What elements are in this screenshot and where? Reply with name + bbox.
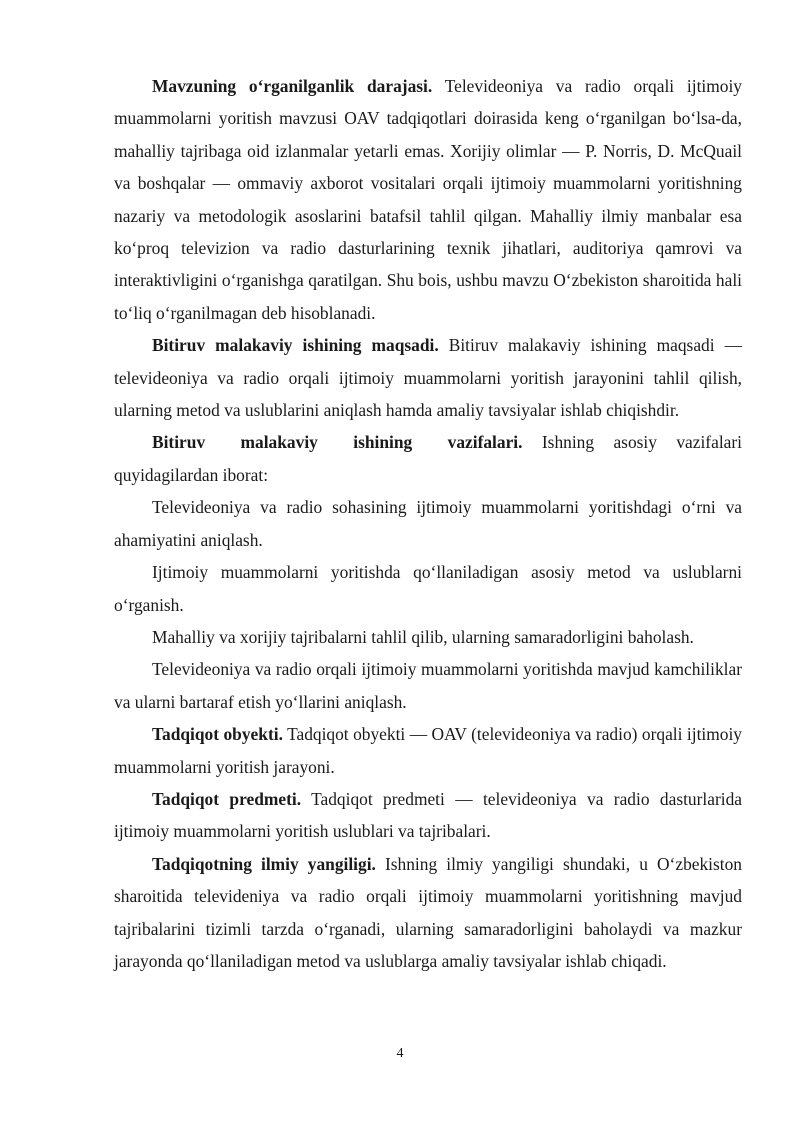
paragraph-object [114,718,742,783]
paragraph-text: Televideoniya va radio sohasining ijtimoiy muammolarni yoritishdagi o‘rni va ahamiyatini aniqlash. [114,497,742,550]
task-item [114,653,742,718]
paragraph-heading: Bitiruv malakaviy ishining maqsadi. [152,335,439,356]
paragraph-goal [114,329,742,426]
paragraph-text: Televideoniya va radio orqali ijtimoiy muammolarni yoritishda mavjud kamchiliklar va ularni bartaraf etish yo‘llarini aniqlash. [114,659,742,712]
paragraph-text: Televideoniya va radio orqali ijtimoiy muammolarni yoritish mavzusi OAV tadqiqotlari doirasida keng o‘rganilgan bo‘lsa-da, mahalliy tajribaga oid izlanmalar yetarli emas. Xorijiy olimlar — P. Norris, D. McQuail va boshqalar — ommaviy axborot vositalari orqali ijtimoiy muammolarni yoritishning nazariy va metodologik asoslarini batafsil tahlil qilgan. Mahalliy ilmiy manbalar esa ko‘proq televizion va radio dasturlarining texnik jihatlari, auditoriya qamrovi va interaktivligini o‘rganishga qaratilgan. Shu bois, ushbu mavzu O‘zbekiston sharoitida hali to‘liq o‘rganilmagan deb hisoblanadi. [114,76,742,323]
task-item [114,491,742,556]
paragraph-study-degree [114,70,742,329]
paragraph-heading: Mavzuning o‘rganilganlik darajasi. [152,76,433,96]
paragraph-novelty [114,848,742,978]
paragraph-tasks [114,426,742,491]
document-page [114,70,742,977]
paragraph-subject [114,783,742,848]
paragraph-heading: Tadqiqot predmeti. [152,788,302,809]
paragraph-text: Mahalliy va xorijiy tajribalarni tahlil qilib, ularning samaradorligini baholash. [152,626,694,647]
paragraph-heading: Bitiruv malakaviy ishining vazifalari. [152,432,523,453]
paragraph-heading: Tadqiqot obyekti. [152,724,283,745]
paragraph-text: Ishning ilmiy yangiligi shundaki, u O‘zbekiston sharoitida televideniya va radio orqali ijtimoiy muammolarni yoritishning mavjud tajribalarini tizimli tarzda o‘rganadi, ularning samaradorligini baholaydi va mazkur jarayonda qo‘llaniladigan metod va uslublarga amaliy tavsiyalar ishlab chiqadi. [114,853,742,971]
paragraph-text: Tadqiqot predmeti — televideoniya va radio dasturlarida ijtimoiy muammolarni yoritish uslublari va tajribalari. [114,788,742,842]
paragraph-text: Ijtimoiy muammolarni yoritishda qo‘llaniladigan asosiy metod va uslublarni o‘rganish. [114,562,742,615]
paragraph-text: Ishning asosiy vazifalari quyidagilardan iborat: [114,432,742,485]
paragraph-heading: Tadqiqotning ilmiy yangiligi. [152,853,376,874]
task-item [114,621,742,653]
page-number: 4 [396,1046,404,1061]
paragraph-text: Bitiruv malakaviy ishining maqsadi — televideoniya va radio orqali ijtimoiy muammolarni yoritish jarayonini tahlil qilish, ularning metod va uslublarini aniqlash hamda amaliy tavsiyalar ishlab chiqishdir. [114,335,742,421]
paragraph-text: Tadqiqot obyekti — OAV (televideoniya va radio) orqali ijtimoiy muammolarni yoritish jarayoni. [114,724,742,777]
task-item [114,556,742,621]
